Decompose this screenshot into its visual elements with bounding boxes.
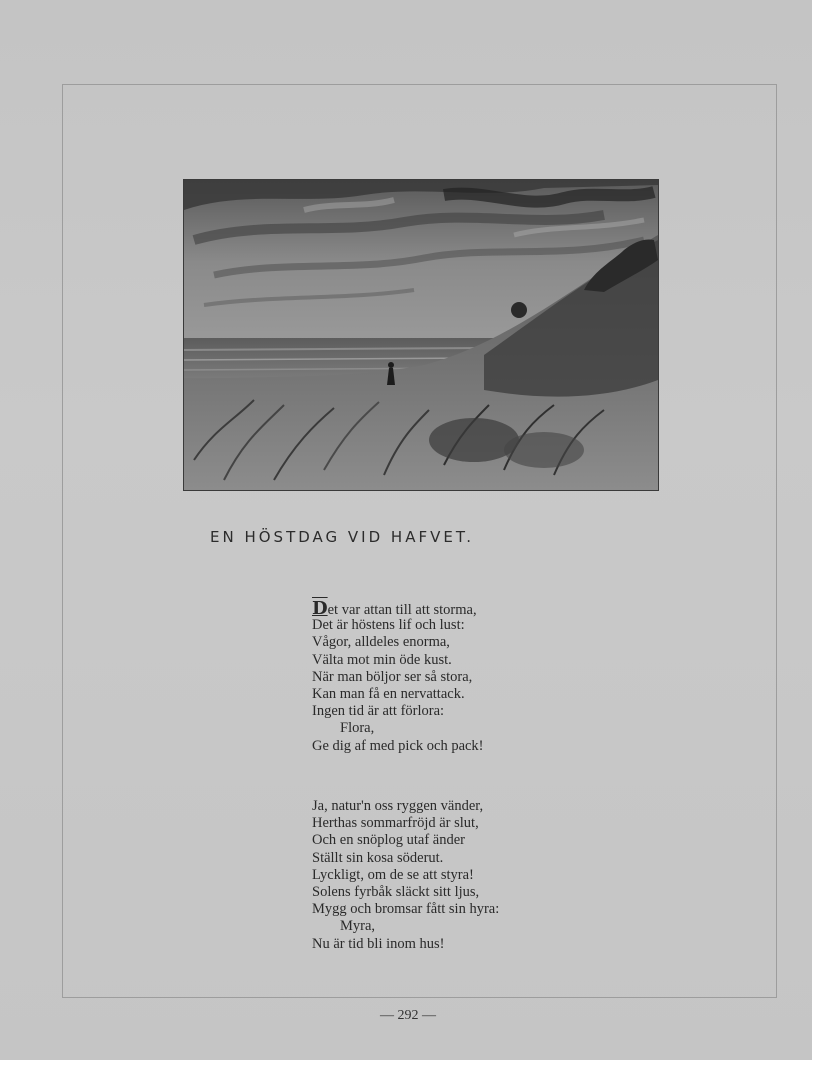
poem-line: Solens fyrbåk släckt sitt ljus, — [312, 883, 480, 900]
poem-line: Herthas sommarfröjd är slut, — [312, 815, 479, 832]
scan-margin-right — [812, 0, 820, 1065]
poem-line: Det är höstens lif och lust: — [312, 617, 465, 634]
poem-line: Ge dig af med pick och pack! — [312, 737, 484, 754]
poem-line: När man böljor ser så stora, — [312, 668, 473, 685]
poem-line: Vågor, alldeles enorma, — [312, 634, 450, 651]
poem-stanza-1 — [312, 600, 612, 755]
poem-stanza-2 — [312, 798, 612, 953]
poem-line: Myra, — [340, 918, 376, 935]
page-number: — 292 — — [380, 1008, 436, 1023]
drop-cap-initial: D — [312, 598, 328, 619]
poem-line: Och en snöplog utaf änder — [312, 832, 466, 849]
poem-line: Välta mot min öde kust. — [312, 651, 452, 668]
poem-line-text: et var attan till att storma, — [327, 602, 477, 618]
poem-line — [312, 600, 612, 617]
poem-line: Kan man få en nervattack. — [312, 685, 465, 702]
poem-line: Nu är tid bli inom hus! — [312, 935, 445, 952]
scan-margin-bottom — [0, 1060, 820, 1065]
poem-line: Mygg och bromsar fått sin hyra: — [312, 901, 500, 918]
seashore-illustration — [183, 179, 659, 491]
poem-line: Ja, natur'n oss ryggen vänder, — [312, 798, 484, 814]
poem-line: Ställt sin kosa söderut. — [312, 849, 444, 866]
poem-line: Ingen tid är att förlora: — [312, 703, 445, 720]
illustration-drawing — [184, 180, 658, 490]
poem-line: Lyckligt, om de se att styra! — [312, 866, 474, 883]
poem-title: EN HÖSTDAG VID HAFVET. — [210, 528, 474, 546]
poem-line: Flora, — [340, 720, 375, 737]
